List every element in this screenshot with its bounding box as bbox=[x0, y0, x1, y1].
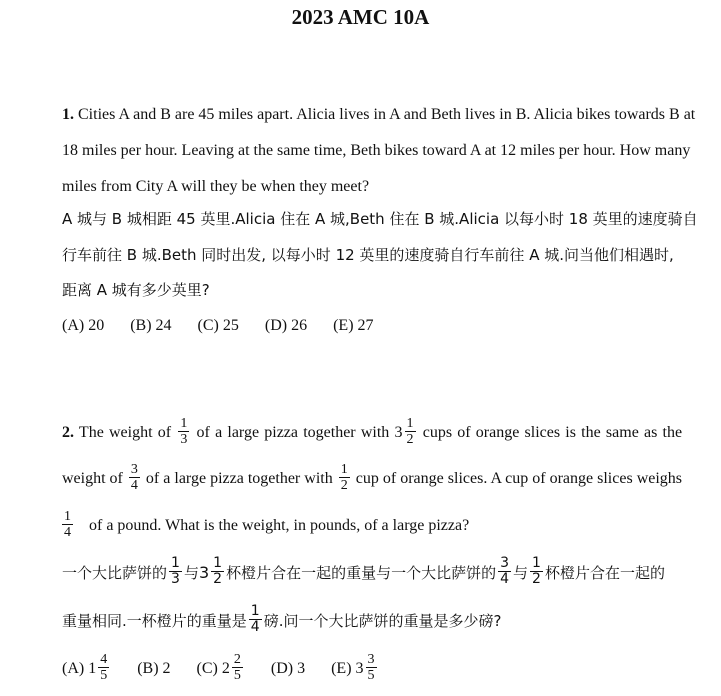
frac-num: 1 bbox=[64, 509, 71, 524]
frac-den: 4 bbox=[250, 619, 260, 635]
fraction-three-quarters bbox=[129, 462, 140, 493]
fraction-four-fifths bbox=[98, 652, 109, 683]
fraction-two-fifths bbox=[232, 652, 243, 683]
q1-cn-line-2: 行车前往 B 城.Beth 同时出发, 以每小时 12 英里的速度骑自行车前往 A 城.问当他们相遇时, bbox=[62, 246, 674, 264]
q2-text-3: cups of orange slices is the same as the bbox=[422, 424, 683, 442]
q2-cn-4: 与 bbox=[513, 564, 529, 582]
q1-en-line-3: miles from City A will they be when they meet? bbox=[62, 178, 370, 195]
fraction-three-fifths bbox=[366, 652, 377, 683]
q2-line-2 bbox=[62, 464, 682, 495]
q2-line-1 bbox=[62, 418, 682, 449]
fraction-three-quarters bbox=[498, 556, 511, 587]
q2-choice-e[interactable] bbox=[331, 654, 378, 685]
frac-den: 5 bbox=[100, 668, 108, 683]
q2-text-4: weight of bbox=[62, 470, 123, 488]
q1-choice-a[interactable]: (A) 20 bbox=[62, 317, 105, 334]
frac-num: 1 bbox=[340, 462, 348, 477]
whole: 2 bbox=[221, 660, 230, 678]
q2-cn-2: 与 bbox=[183, 564, 199, 582]
frac-den: 5 bbox=[367, 668, 375, 683]
q1-en-line-2: 18 miles per hour. Leaving at the same time, Beth bikes toward A at 12 miles per hour. How many bbox=[62, 142, 691, 159]
q1-en-line-1 bbox=[62, 105, 696, 125]
q1-choices bbox=[62, 316, 396, 336]
frac-num: 1 bbox=[213, 555, 223, 571]
q2-choice-b[interactable]: (B) 2 bbox=[137, 660, 171, 678]
fraction-one-quarter bbox=[249, 604, 262, 635]
q2-choice-d[interactable]: (D) 3 bbox=[270, 660, 306, 678]
frac-num: 4 bbox=[100, 652, 108, 667]
q1-number: 1. bbox=[62, 106, 74, 123]
frac-num: 3 bbox=[500, 555, 509, 571]
q2-line-3 bbox=[62, 511, 469, 542]
q1-choice-b[interactable]: (B) 24 bbox=[130, 317, 172, 334]
whole: 3 bbox=[394, 424, 403, 442]
fraction-one-quarter bbox=[62, 509, 73, 540]
q2-cn-line-1 bbox=[62, 555, 665, 589]
q2-cn-line-2 bbox=[62, 603, 502, 637]
q1-choice-e[interactable]: (E) 27 bbox=[333, 317, 374, 334]
fraction-one-half bbox=[339, 462, 350, 493]
frac-num: 1 bbox=[250, 603, 260, 619]
frac-num: 1 bbox=[180, 416, 188, 431]
fraction-one-half bbox=[405, 416, 416, 447]
q1-text-1: Cities A and B are 45 miles apart. Alicia lives in A and Beth lives in B. Alicia bikes towards B at bbox=[78, 106, 696, 123]
fraction-one-third bbox=[178, 416, 189, 447]
q2-text-5: of a large pizza together with bbox=[145, 470, 333, 488]
q2-cn-1: 一个大比萨饼的 bbox=[62, 564, 168, 582]
whole: 3 bbox=[355, 660, 364, 678]
q2-text-2: of a large pizza together with bbox=[196, 424, 390, 442]
q2-choice-c[interactable] bbox=[197, 654, 245, 685]
frac-den: 4 bbox=[500, 571, 509, 587]
q1-choice-c[interactable]: (C) 25 bbox=[197, 317, 239, 334]
page-title: 2023 AMC 10A bbox=[291, 5, 430, 29]
q2-text-6: cup of orange slices. A cup of orange slices weighs bbox=[355, 470, 683, 488]
frac-den: 2 bbox=[213, 571, 223, 587]
frac-num: 3 bbox=[367, 652, 375, 667]
frac-den: 3 bbox=[180, 432, 188, 447]
fraction-one-third bbox=[169, 556, 182, 587]
q2-text-1: The weight of bbox=[78, 424, 172, 442]
whole: 1 bbox=[88, 660, 97, 678]
frac-num: 1 bbox=[171, 555, 180, 571]
frac-den: 5 bbox=[233, 668, 241, 683]
frac-den: 4 bbox=[64, 525, 71, 540]
frac-num: 1 bbox=[532, 555, 541, 571]
mixed-3-1-2 bbox=[394, 416, 418, 447]
choice-letter: (A) bbox=[62, 660, 85, 678]
choice-letter: (C) bbox=[196, 660, 218, 678]
frac-den: 2 bbox=[532, 571, 541, 587]
q2-number: 2. bbox=[62, 424, 74, 442]
frac-den: 2 bbox=[340, 478, 348, 493]
q1-choice-d[interactable]: (D) 26 bbox=[264, 317, 308, 334]
q1-cn-line-1: A 城与 B 城相距 45 英里.Alicia 住在 A 城,Beth 住在 B 城.Alicia 以每小时 18 英里的速度骑自 bbox=[62, 210, 698, 228]
q2-cn-3: 杯橙片合在一起的重量与一个大比萨饼的 bbox=[226, 564, 497, 582]
q2-choices bbox=[62, 654, 379, 685]
frac-den: 2 bbox=[406, 432, 414, 447]
frac-den: 3 bbox=[171, 571, 180, 587]
frac-den: 4 bbox=[130, 478, 138, 493]
frac-num: 2 bbox=[233, 652, 241, 667]
fraction-one-half bbox=[530, 556, 543, 587]
q2-text-7: of a pound. What is the weight, in pounds, of a large pizza? bbox=[89, 517, 470, 535]
fraction-one-half bbox=[211, 556, 224, 587]
frac-num: 1 bbox=[406, 416, 414, 431]
q1-cn-line-3: 距离 A 城有多少英里? bbox=[62, 281, 210, 299]
frac-num: 3 bbox=[130, 462, 138, 477]
q2-choice-a[interactable] bbox=[62, 654, 111, 685]
q2-cn-6: 重量相同.一杯橙片的重量是 bbox=[62, 612, 247, 630]
q2-cn-5: 杯橙片合在一起的 bbox=[544, 564, 665, 582]
choice-letter: (E) bbox=[331, 660, 352, 678]
whole: 3 bbox=[198, 563, 210, 582]
q2-cn-7: 磅.问一个大比萨饼的重量是多少磅? bbox=[263, 612, 502, 630]
